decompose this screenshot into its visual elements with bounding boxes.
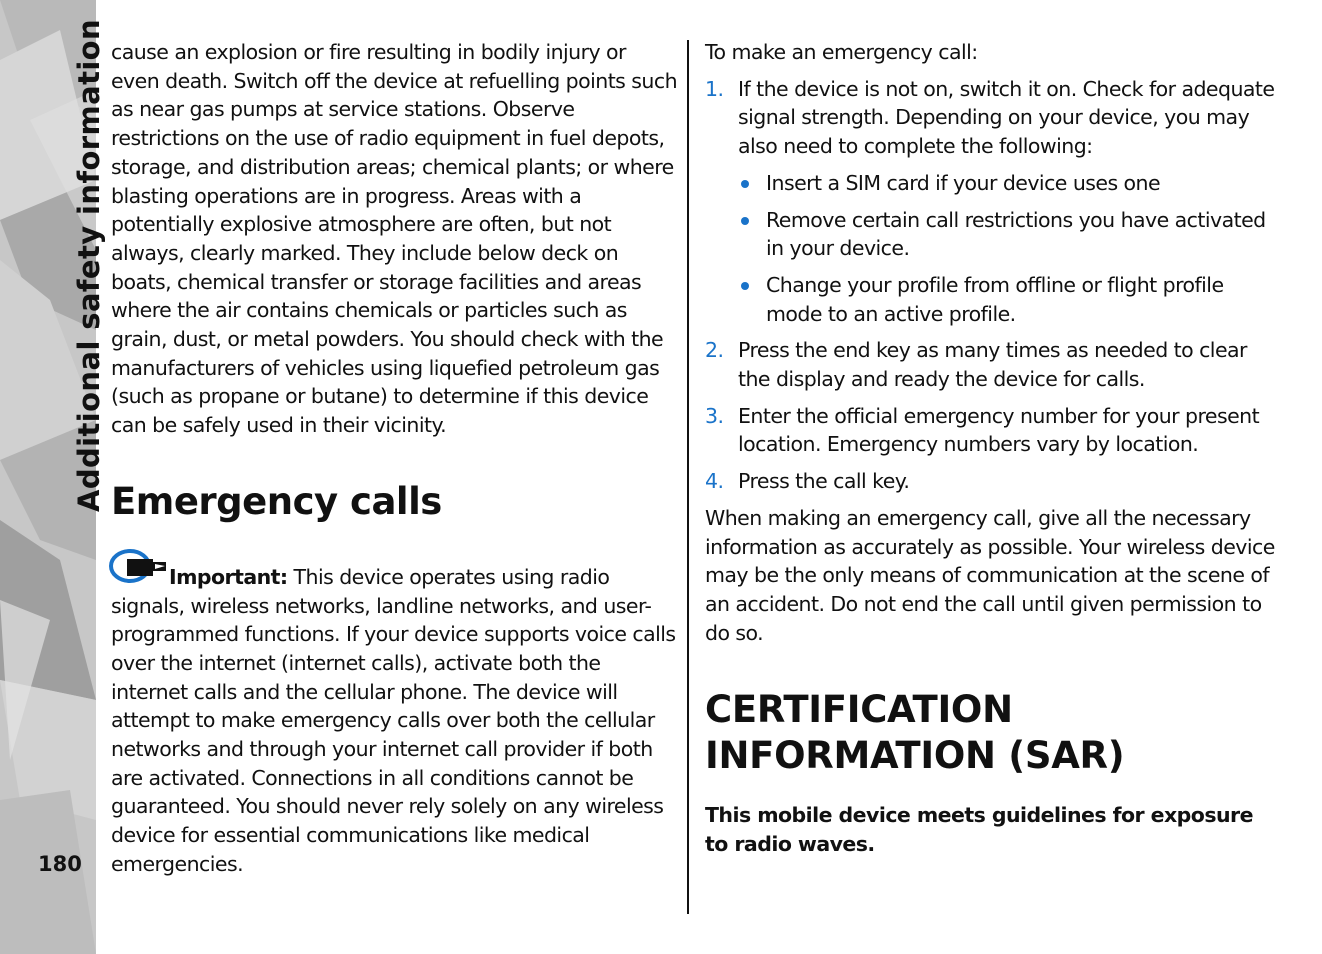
step-text: Press the end key as many times as needed to clear the display and ready the device for calls. — [738, 338, 1247, 392]
bullet-item — [738, 271, 1275, 328]
bullet-icon — [741, 180, 749, 188]
column-divider — [687, 40, 689, 914]
step-bullets — [738, 169, 1275, 329]
emergency-calls-heading: Emergency calls — [111, 479, 442, 523]
important-hand-icon — [109, 544, 169, 588]
bullet-text: Change your profile from offline or flight profile mode to an active profile. — [766, 272, 1224, 326]
emergency-call-intro: To make an emergency call: — [705, 40, 978, 64]
emergency-info-paragraph: When making an emergency call, give all the necessary information as accurately as possible. Your wireless device may be the only means of communication at the scene of an accident. Do not end the call until given permission to do so. — [705, 505, 1275, 645]
certification-subheading: This mobile device meets guidelines for exposure to radio waves. — [705, 803, 1253, 857]
important-note — [111, 544, 677, 879]
step-number: 1. — [705, 76, 724, 101]
bullet-text: Insert a SIM card if your device uses one — [766, 170, 1161, 195]
explosive-areas-paragraph: cause an explosion or fire resulting in bodily injury or even death. Switch off the device at refuelling points such as near gas pumps at service stations. Observe restrictions on the use of radio equipment in fuel depots, storage, and distribution areas; chemical plants; or where blasting operations are in progress. Areas with a potentially explosive atmosphere are often, but not always, clearly marked. They include below deck on boats, chemical transfer or storage facilities and areas where the air contains chemicals or particles such as grain, dust, or metal powders. You should check with the manufacturers of vehicles using liquefied petroleum gas (such as propane or butane) to determine if this device can be safely used in their vicinity. — [111, 40, 678, 438]
bullet-text: Remove certain call restrictions you have activated in your device. — [766, 207, 1266, 261]
step-text: Enter the official emergency number for your present location. Emergency numbers vary by location. — [738, 403, 1260, 457]
step-item — [705, 467, 1275, 496]
certification-heading: CERTIFICATION INFORMATION (SAR) — [705, 688, 1125, 778]
step-text: If the device is not on, switch it on. Check for adequate signal strength. Depending on your device, you may also need to complete the following: — [738, 76, 1275, 159]
left-column — [111, 38, 677, 879]
step-item — [705, 75, 1275, 329]
step-item — [705, 336, 1275, 393]
right-column — [705, 38, 1275, 859]
step-number: 4. — [705, 469, 724, 494]
page-number: 180 — [38, 852, 82, 876]
sidebar-title: Additional safety information — [72, 18, 106, 512]
bullet-icon — [741, 282, 749, 290]
bullet-item — [738, 206, 1275, 263]
emergency-steps-list — [705, 75, 1275, 496]
step-number: 3. — [705, 403, 724, 428]
step-item — [705, 402, 1275, 459]
bullet-icon — [741, 217, 749, 225]
step-number: 2. — [705, 338, 724, 363]
step-text: Press the call key. — [738, 469, 910, 494]
important-label: Important: — [169, 564, 288, 589]
bullet-item — [738, 169, 1275, 198]
important-text: This device operates using radio signals, wireless networks, landline networks, and user-programmed functions. If your device supports voice calls over the internet (internet calls), activate both the internet calls and the cellular phone. The device will attempt to make emergency calls over both the cellular networks and through your internet call provider if both are activated. Connections in all conditions cannot be guaranteed. You should never rely solely on any wireless device for essential communications like medical emergencies. — [111, 564, 676, 876]
sidebar — [0, 0, 106, 954]
